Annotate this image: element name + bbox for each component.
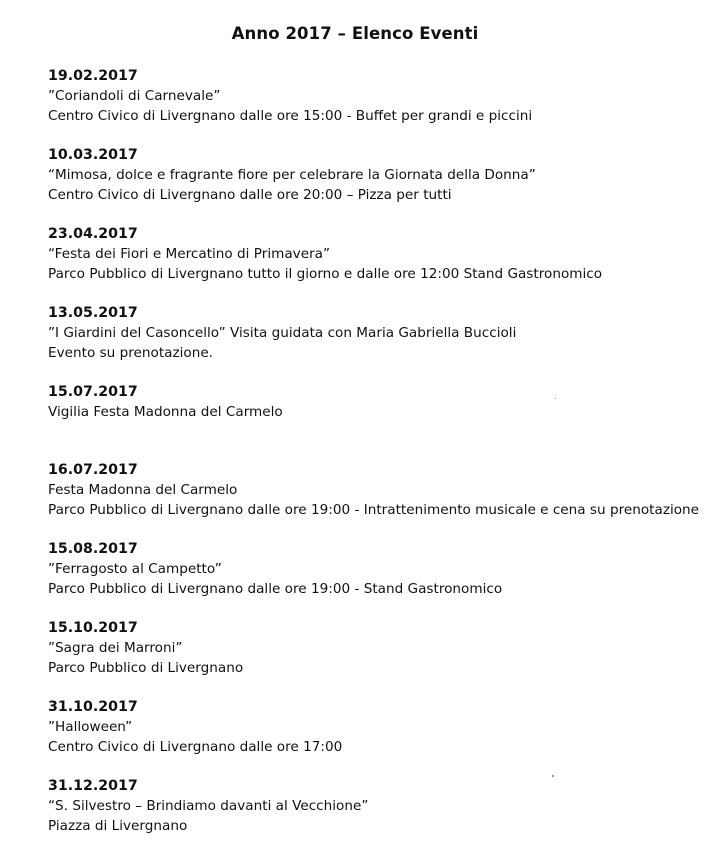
event-details: Centro Civico di Livergnano dalle ore 15:00 - Buffet per grandi e piccini xyxy=(48,108,533,124)
event-date: 16.07.2017 xyxy=(48,462,138,479)
event-title: “Mimosa, dolce e fragrante fiore per celebrare la Giornata della Donna” xyxy=(48,166,536,183)
event-date: 15.10.2017 xyxy=(48,620,138,637)
event-item xyxy=(48,539,698,618)
event-details: Parco Pubblico di Livergnano xyxy=(48,660,244,677)
event-item xyxy=(48,145,698,224)
event-date: 15.07.2017 xyxy=(48,383,138,400)
event-item xyxy=(48,382,698,461)
event-details: Parco Pubblico di Livergnano dalle ore 19:00 - Stand Gastronomico xyxy=(48,581,503,598)
event-title: ”Coriandoli di Carnevale” xyxy=(48,88,221,104)
event-item xyxy=(48,66,698,145)
event-date: 19.02.2017 xyxy=(48,68,138,84)
event-title: Vigilia Festa Madonna del Carmelo xyxy=(48,403,283,420)
event-date: 31.10.2017 xyxy=(48,699,138,716)
event-details: Evento su prenotazione. xyxy=(48,344,214,361)
event-details: Piazza di Livergnano xyxy=(48,818,188,835)
event-title: Festa Madonna del Carmelo xyxy=(48,482,238,499)
event-details: Centro Civico di Livergnano dalle ore 17:00 xyxy=(48,739,343,756)
event-details: Parco Pubblico di Livergnano tutto il giorno e dalle ore 12:00 Stand Gastronomico xyxy=(48,265,603,282)
event-date: 15.08.2017 xyxy=(48,541,138,558)
event-title: ”Ferragosto al Campetto” xyxy=(48,561,222,578)
event-item xyxy=(48,618,698,697)
event-list xyxy=(48,66,698,855)
event-item xyxy=(48,460,698,539)
event-details: Parco Pubblico di Livergnano dalle ore 19:00 - Intrattenimento musicale e cena su prenotazione xyxy=(48,502,700,519)
event-date: 13.05.2017 xyxy=(48,304,138,321)
event-title: “S. Silvestro – Brindiamo davanti al Vecchione” xyxy=(48,798,369,815)
event-title: ”Sagra dei Marroni” xyxy=(48,640,183,657)
event-title: “Festa dei Fiori e Mercatino di Primavera” xyxy=(48,245,331,262)
event-date: 31.12.2017 xyxy=(48,778,138,795)
scan-speck xyxy=(555,398,556,399)
page-title: Anno 2017 – Elenco Eventi xyxy=(231,24,479,43)
event-date: 10.03.2017 xyxy=(48,146,138,163)
scan-speck xyxy=(552,775,554,777)
event-item xyxy=(48,776,698,855)
event-item xyxy=(48,224,698,303)
event-item xyxy=(48,303,698,382)
event-title: ”I Giardini del Casoncello” Visita guidata con Maria Gabriella Buccioli xyxy=(48,324,517,341)
event-title: ”Halloween” xyxy=(48,719,133,736)
event-item xyxy=(48,697,698,776)
event-details: Centro Civico di Livergnano dalle ore 20:00 – Pizza per tutti xyxy=(48,186,452,203)
event-date: 23.04.2017 xyxy=(48,225,138,242)
